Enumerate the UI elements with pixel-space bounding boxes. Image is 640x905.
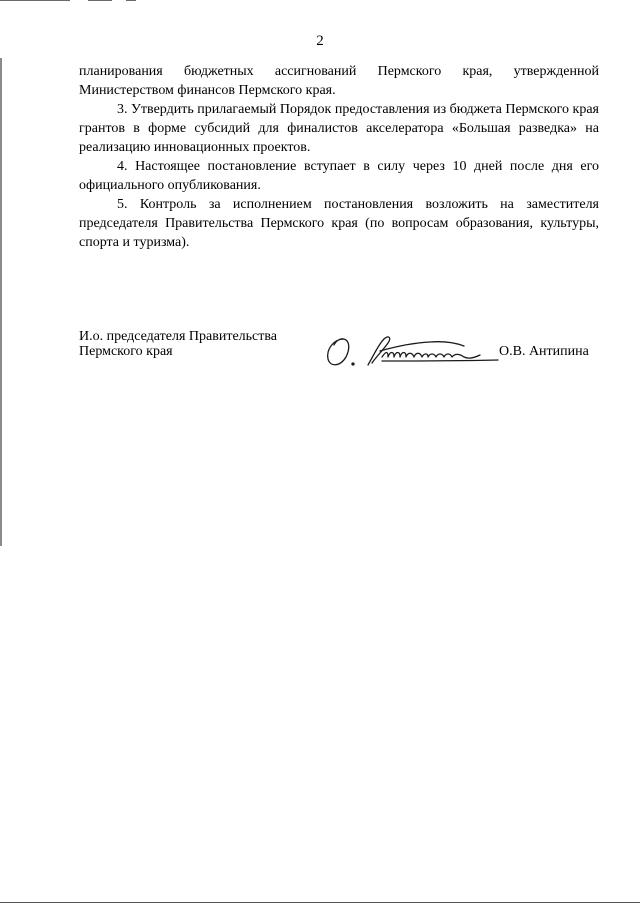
signer-position-line-2: Пермского края bbox=[79, 344, 173, 359]
scan-artifact-bottom-edge bbox=[0, 902, 640, 903]
handwritten-signature bbox=[322, 333, 502, 371]
paragraph-item-4: 4. Настоящее постановление вступает в силу через 10 дней после дня его официального опубликования. bbox=[79, 159, 599, 193]
scan-artifact-top bbox=[0, 0, 640, 6]
signer-position-line-1: И.о. председателя Правительства bbox=[79, 329, 278, 344]
document-body bbox=[79, 62, 599, 252]
signer-position bbox=[79, 329, 319, 359]
paragraph-item-5: 5. Контроль за исполнением постановления возложить на заместителя председателя Правительства Пермского края (по вопросам образования, культуры, спорта и туризма). bbox=[79, 197, 599, 250]
paragraph-item-3: 3. Утвердить прилагаемый Порядок предоставления из бюджета Пермского края грантов в форме субсидий для финалистов акселератора «Большая разведка» на реализацию инновационных проектов. bbox=[79, 102, 599, 155]
signer-name: О.В. Антипина bbox=[499, 344, 589, 359]
paragraph-continuation: планирования бюджетных ассигнований Пермского края, утвержденной Министерством финансов Пермского края. bbox=[79, 64, 599, 98]
scan-artifact-left-edge bbox=[0, 58, 2, 546]
page-number: 2 bbox=[316, 33, 324, 49]
